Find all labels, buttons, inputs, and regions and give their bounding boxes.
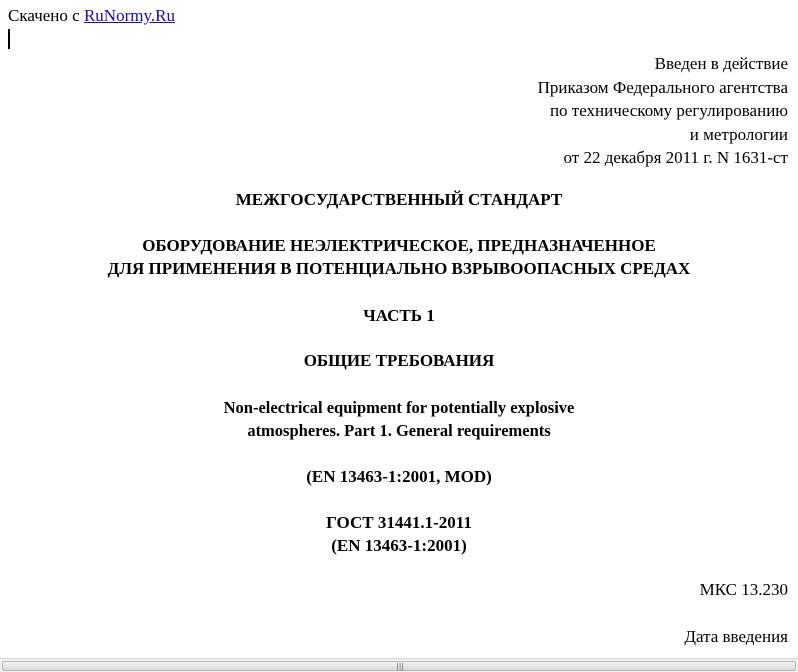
intro-line: по техническому регулированию — [549, 101, 788, 120]
download-prefix: Скачено с — [8, 6, 80, 25]
intro-line: и метрологии — [689, 124, 788, 144]
intro-date-label: Дата введения — [684, 627, 788, 646]
intro-line: Введен в действие — [654, 54, 788, 73]
part-heading: ЧАСТЬ 1 — [363, 306, 435, 325]
scrollbar-grip-icon: ||| — [396, 662, 405, 671]
intro-line: от 22 декабря 2011 г. N 1631-ст — [563, 148, 788, 167]
subtitle-heading: ОБЩИЕ ТРЕБОВАНИЯ — [303, 351, 495, 370]
text-cursor — [8, 29, 10, 49]
intro-line: Приказом Федерального агентства — [537, 77, 788, 97]
english-title-line-1: Non-electrical equipment for potentially explosive — [223, 398, 575, 417]
english-title-line-2: atmospheres. Part 1. General requirements — [247, 421, 551, 440]
runormy-link[interactable]: RuNormy.Ru — [83, 6, 175, 25]
standard-title-line-2: ДЛЯ ПРИМЕНЕНИЯ В ПОТЕНЦИАЛЬНО ВЗРЫВООПАСНЫХ СРЕДАХ — [107, 259, 691, 278]
horizontal-scrollbar[interactable] — [0, 658, 798, 672]
gost-en-equivalence: (EN 13463-1:2001) — [331, 536, 467, 555]
introduction-order-block — [538, 52, 788, 170]
standard-type-heading: МЕЖГОСУДАРСТВЕННЫЙ СТАНДАРТ — [235, 190, 563, 209]
standard-title-line-1: ОБОРУДОВАНИЕ НЕЭЛЕКТРИЧЕСКОЕ, ПРЕДНАЗНАЧЕННОЕ — [142, 236, 656, 255]
scrollbar-thumb[interactable] — [2, 661, 796, 671]
en-equivalence: (EN 13463-1:2001, MOD) — [306, 467, 492, 486]
gost-number: ГОСТ 31441.1-2011 — [326, 513, 472, 532]
download-source-line — [8, 6, 175, 26]
mks-classification: МКС 13.230 — [699, 580, 788, 599]
